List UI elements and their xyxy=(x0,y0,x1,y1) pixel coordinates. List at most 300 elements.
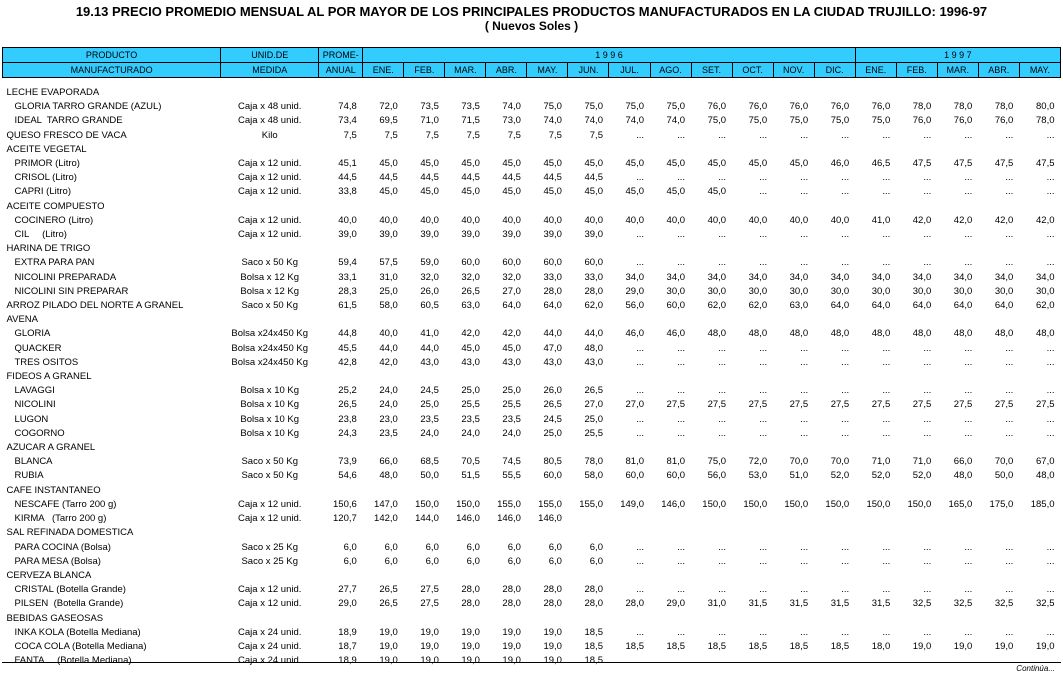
month-price: ... xyxy=(882,385,891,397)
month-price: ... xyxy=(882,655,891,667)
month-price: 40,0 xyxy=(502,214,521,226)
month-price: ... xyxy=(718,626,727,638)
month-price: ... xyxy=(964,541,973,553)
month-price: 18,5 xyxy=(584,640,603,652)
month-price: 45,0 xyxy=(420,186,439,198)
month-price: 34,0 xyxy=(953,271,973,283)
product-name: GLORIA TARRO GRANDE (AZUL) xyxy=(14,101,162,113)
month-price: ... xyxy=(882,626,891,638)
month-price: 44,0 xyxy=(584,328,603,340)
month-price: 149,0 xyxy=(620,498,645,510)
annual-average: 40,0 xyxy=(338,214,357,226)
month-price: ... xyxy=(1005,555,1014,567)
group-label: FIDEOS A GRANEL xyxy=(6,371,92,383)
month-price: ... xyxy=(800,257,809,269)
month-price: 25,0 xyxy=(379,285,398,297)
month-price: 6,0 xyxy=(384,555,398,567)
unit-of-measure: Caja x 12 unid. xyxy=(238,584,302,596)
month-price: 48,0 xyxy=(707,328,727,340)
unit-of-measure: Caja x 12 unid. xyxy=(238,229,302,241)
month-price: 40,0 xyxy=(420,214,439,226)
group-row xyxy=(3,526,1061,540)
product-name: EXTRA PARA PAN xyxy=(14,257,95,269)
month-price: ... xyxy=(841,413,850,425)
month-price: ... xyxy=(841,229,850,241)
month-price: 25,0 xyxy=(461,385,480,397)
month-price: 67,0 xyxy=(1036,456,1055,468)
month-price: 45,0 xyxy=(502,158,521,170)
month-price: 19,0 xyxy=(502,640,521,652)
month-price: 45,0 xyxy=(625,158,645,170)
product-name: QUACKER xyxy=(14,342,62,354)
month-price: 31,5 xyxy=(748,598,768,610)
month-price: ... xyxy=(841,626,850,638)
month-price: 56,0 xyxy=(707,470,727,482)
annual-average: 18,7 xyxy=(338,640,357,652)
month-price: 40,0 xyxy=(789,214,809,226)
month-price: 30,0 xyxy=(830,285,850,297)
annual-average: 39,0 xyxy=(338,229,357,241)
month-price: 34,0 xyxy=(707,271,727,283)
month-price: 76,0 xyxy=(707,101,727,113)
month-price: 62,0 xyxy=(748,300,768,312)
month-price: 175,0 xyxy=(989,498,1014,510)
month-price: ... xyxy=(923,626,932,638)
group-row xyxy=(3,569,1061,583)
month-price: ... xyxy=(964,342,973,354)
month-price: 31,5 xyxy=(789,598,809,610)
month-price: ... xyxy=(1005,342,1014,354)
table-row xyxy=(3,185,1061,199)
month-price: ... xyxy=(841,257,850,269)
month-price: ... xyxy=(923,541,932,553)
month-price: 48,0 xyxy=(748,328,768,340)
table-row xyxy=(3,555,1061,569)
month-price: 27,5 xyxy=(420,584,439,596)
month-price: 27,0 xyxy=(584,399,603,411)
month-price: 45,0 xyxy=(625,186,645,198)
month-price: ... xyxy=(1046,356,1055,368)
month-price: 27,5 xyxy=(994,399,1014,411)
month-price xyxy=(732,512,773,526)
month-price: ... xyxy=(964,172,973,184)
unit-of-measure: Saco x 25 Kg xyxy=(241,555,298,567)
month-price xyxy=(609,512,650,526)
month-price: 45,0 xyxy=(707,186,727,198)
month-price: ... xyxy=(923,413,932,425)
unit-of-measure: Saco x 50 Kg xyxy=(241,300,298,312)
month-price: ... xyxy=(800,555,809,567)
product-name: NESCAFE (Tarro 200 g) xyxy=(14,498,117,510)
product-name: ARROZ PILADO DEL NORTE A GRANEL xyxy=(6,300,184,312)
month-price: ... xyxy=(882,555,891,567)
month-price: 46,0 xyxy=(625,328,645,340)
month-price: ... xyxy=(1005,427,1014,439)
month-price: 47,0 xyxy=(543,342,562,354)
annual-average: 45,1 xyxy=(338,158,357,170)
month-price: 150,0 xyxy=(415,498,439,510)
unit-of-measure: Bolsa x24x450 Kg xyxy=(231,356,309,368)
group-row xyxy=(3,612,1061,626)
month-price: ... xyxy=(718,385,727,397)
month-price: 19,0 xyxy=(420,640,439,652)
table-title: 19.13 PRECIO PROMEDIO MENSUAL AL POR MAYOR DE LOS PRINCIPALES PRODUCTOS MANUFACTURADOS EN LA CIUDAD TRUJILLO: 1996-97 xyxy=(75,4,988,19)
month-price: ... xyxy=(718,129,727,141)
month-price: 28,0 xyxy=(543,285,562,297)
header-month: MAY. xyxy=(1019,63,1060,78)
month-price: ... xyxy=(800,541,809,553)
unit-of-measure: Bolsa x 10 Kg xyxy=(240,413,300,425)
bottom-rule xyxy=(2,662,1061,663)
month-price: ... xyxy=(923,129,932,141)
month-price: ... xyxy=(923,186,932,198)
month-price: 25,0 xyxy=(502,385,521,397)
month-price: ... xyxy=(964,555,973,567)
month-price: 44,0 xyxy=(379,342,398,354)
unit-of-measure: Bolsa x 12 Kg xyxy=(240,285,300,297)
table-row xyxy=(3,384,1061,398)
month-price: 34,0 xyxy=(994,271,1014,283)
unit-of-measure: Saco x 50 Kg xyxy=(241,470,298,482)
month-price: ... xyxy=(636,626,645,638)
month-price: 29,0 xyxy=(666,598,686,610)
group-row xyxy=(3,242,1061,256)
product-name: NICOLINI PREPARADA xyxy=(14,271,117,283)
month-price: 26,0 xyxy=(543,385,562,397)
month-price xyxy=(650,512,691,526)
month-price: 75,0 xyxy=(707,456,727,468)
month-price: 64,0 xyxy=(871,300,891,312)
month-price xyxy=(937,512,978,526)
month-price: 33,0 xyxy=(584,271,603,283)
month-price: 27,5 xyxy=(953,399,973,411)
month-price xyxy=(814,512,855,526)
table-row xyxy=(3,413,1061,427)
month-price: 32,5 xyxy=(912,598,932,610)
month-price: 73,5 xyxy=(461,101,480,113)
month-price: ... xyxy=(759,129,768,141)
month-price: 27,5 xyxy=(789,399,809,411)
month-price: 48,0 xyxy=(871,328,891,340)
header-unit-l1: UNID.DE xyxy=(221,48,319,63)
month-price: 19,0 xyxy=(379,655,398,667)
month-price: ... xyxy=(964,257,973,269)
month-price: ... xyxy=(636,342,645,354)
header-month: MAR. xyxy=(445,63,486,78)
group-label: AVENA xyxy=(6,314,39,326)
unit-of-measure: Saco x 50 Kg xyxy=(241,456,298,468)
month-price: ... xyxy=(923,342,932,354)
annual-average: 28,3 xyxy=(338,285,357,297)
unit-of-measure: Caja x 12 unid. xyxy=(238,498,302,510)
month-price: 34,0 xyxy=(748,271,768,283)
month-price: 28,0 xyxy=(502,598,521,610)
month-price: 72,0 xyxy=(379,101,398,113)
annual-average: 33,8 xyxy=(338,186,357,198)
group-label: HARINA DE TRIGO xyxy=(6,243,91,255)
unit-of-measure: Kilo xyxy=(261,129,278,141)
month-price: ... xyxy=(882,356,891,368)
month-price: ... xyxy=(800,129,809,141)
month-price: 19,0 xyxy=(461,640,480,652)
month-price: ... xyxy=(1046,342,1055,354)
month-price: 74,0 xyxy=(666,115,686,127)
table-row xyxy=(3,512,1061,526)
annual-average: 29,0 xyxy=(338,598,357,610)
month-price: 150,0 xyxy=(456,498,480,510)
header-month: MAR. xyxy=(937,63,978,78)
month-price: 48,0 xyxy=(1036,470,1055,482)
month-price: ... xyxy=(964,427,973,439)
annual-average: 18,9 xyxy=(338,655,357,667)
month-price: 64,0 xyxy=(994,300,1014,312)
month-price xyxy=(691,512,732,526)
header-month: MAY. xyxy=(527,63,568,78)
month-price: 27,5 xyxy=(666,399,686,411)
product-name: FANTA (Botella Mediana) xyxy=(14,655,132,667)
month-price: 40,0 xyxy=(543,214,562,226)
header-month: FEB. xyxy=(896,63,937,78)
month-price: 75,0 xyxy=(871,115,891,127)
month-price: 78,0 xyxy=(994,101,1014,113)
month-price: 7,5 xyxy=(589,129,603,141)
table-row xyxy=(3,214,1061,228)
month-price: ... xyxy=(841,655,850,667)
month-price: 70,5 xyxy=(461,456,480,468)
month-price: 146,0 xyxy=(456,513,480,525)
header-month: ENE. xyxy=(855,63,896,78)
table-row xyxy=(3,100,1061,114)
month-price: ... xyxy=(677,229,686,241)
month-price: 45,0 xyxy=(461,342,480,354)
month-price: ... xyxy=(636,413,645,425)
month-price: 33,0 xyxy=(543,271,562,283)
month-price: ... xyxy=(718,257,727,269)
month-price: ... xyxy=(800,655,809,667)
month-price: 76,0 xyxy=(830,101,850,113)
table-row xyxy=(3,327,1061,341)
product-name: PARA COCINA (Bolsa) xyxy=(14,541,111,553)
month-price: 39,0 xyxy=(420,229,439,241)
month-price: ... xyxy=(636,356,645,368)
month-price: ... xyxy=(923,356,932,368)
month-price: 150,0 xyxy=(825,498,850,510)
month-price: 27,5 xyxy=(707,399,727,411)
month-price: ... xyxy=(964,584,973,596)
table-subtitle: ( Nuevos Soles ) xyxy=(484,19,579,33)
header-month: JUN. xyxy=(568,63,609,78)
header-month: SET. xyxy=(691,63,732,78)
month-price: ... xyxy=(923,257,932,269)
month-price: 75,0 xyxy=(748,115,768,127)
annual-average: 74,8 xyxy=(338,101,357,113)
month-price: ... xyxy=(923,655,932,667)
month-price: ... xyxy=(841,172,850,184)
month-price: ... xyxy=(759,427,768,439)
month-price: 32,0 xyxy=(420,271,439,283)
month-price: ... xyxy=(1046,186,1055,198)
month-price: 6,0 xyxy=(589,541,603,553)
annual-average: 45,5 xyxy=(338,342,357,354)
month-price: 6,0 xyxy=(548,541,562,553)
month-price: 34,0 xyxy=(666,271,686,283)
month-price: 81,0 xyxy=(666,456,686,468)
month-price xyxy=(1019,512,1060,526)
unit-of-measure: Caja x 12 unid. xyxy=(238,598,302,610)
month-price: 24,0 xyxy=(502,427,521,439)
month-price: 39,0 xyxy=(502,229,521,241)
month-price: 45,0 xyxy=(379,158,398,170)
month-price: 31,0 xyxy=(379,271,398,283)
month-price xyxy=(978,512,1019,526)
month-price: 43,0 xyxy=(543,356,562,368)
month-price: 46,5 xyxy=(871,158,891,170)
month-price: 25,0 xyxy=(584,413,603,425)
month-price: 18,5 xyxy=(830,640,850,652)
month-price: 76,0 xyxy=(871,101,891,113)
unit-of-measure: Caja x 12 unid. xyxy=(238,172,302,184)
month-price: 48,0 xyxy=(953,328,973,340)
month-price: 45,0 xyxy=(461,158,480,170)
month-price: 23,5 xyxy=(461,413,480,425)
table-row xyxy=(3,342,1061,356)
month-price xyxy=(568,512,609,526)
month-price: 51,5 xyxy=(461,470,480,482)
month-price: ... xyxy=(636,257,645,269)
month-price: 62,0 xyxy=(707,300,727,312)
month-price: 45,0 xyxy=(748,158,768,170)
annual-average: 59,4 xyxy=(338,257,357,269)
month-price: 26,5 xyxy=(379,584,398,596)
month-price: 18,5 xyxy=(666,640,686,652)
month-price: 42,0 xyxy=(912,214,932,226)
month-price: 29,0 xyxy=(625,285,645,297)
month-price: 78,0 xyxy=(584,456,603,468)
month-price: ... xyxy=(759,385,768,397)
month-price: ... xyxy=(759,584,768,596)
unit-of-measure: Bolsa x24x450 Kg xyxy=(231,342,309,354)
month-price: 7,5 xyxy=(425,129,439,141)
annual-average: 18,9 xyxy=(338,626,357,638)
month-price: 150,0 xyxy=(743,498,768,510)
month-price: ... xyxy=(800,342,809,354)
month-price: ... xyxy=(636,229,645,241)
month-price: 26,5 xyxy=(379,598,398,610)
month-price: ... xyxy=(636,385,645,397)
header-month: NOV. xyxy=(773,63,814,78)
product-name: CRISOL (Litro) xyxy=(14,172,77,184)
month-price: 185,0 xyxy=(1030,498,1055,510)
month-price: 28,0 xyxy=(584,584,603,596)
month-price: 60,0 xyxy=(584,257,603,269)
month-price: ... xyxy=(718,172,727,184)
month-price: 28,0 xyxy=(625,598,645,610)
month-price: 165,0 xyxy=(948,498,973,510)
month-price: 44,5 xyxy=(543,172,562,184)
group-label: LECHE EVAPORADA xyxy=(6,87,100,98)
month-price: 32,5 xyxy=(953,598,973,610)
month-price: 40,0 xyxy=(748,214,768,226)
month-price: 28,0 xyxy=(584,598,603,610)
product-name: KIRMA (Tarro 200 g) xyxy=(14,513,107,525)
month-price: ... xyxy=(718,413,727,425)
unit-of-measure: Bolsa x 10 Kg xyxy=(240,385,300,397)
month-price: 52,0 xyxy=(830,470,850,482)
table-row xyxy=(3,299,1061,313)
month-price: ... xyxy=(964,413,973,425)
month-price: ... xyxy=(841,385,850,397)
month-price: ... xyxy=(718,342,727,354)
month-price: ... xyxy=(1005,257,1014,269)
month-price: 42,0 xyxy=(994,214,1014,226)
month-price: 42,0 xyxy=(379,356,398,368)
month-price: 60,0 xyxy=(543,257,562,269)
month-price: 39,0 xyxy=(584,229,603,241)
unit-of-measure: Caja x 24 unid. xyxy=(238,626,302,638)
month-price: ... xyxy=(964,356,973,368)
month-price: ... xyxy=(677,626,686,638)
month-price: 71,0 xyxy=(420,115,439,127)
month-price: 71,0 xyxy=(912,456,932,468)
product-name: COGORNO xyxy=(14,427,65,439)
product-name: NICOLINI SIN PREPARAR xyxy=(14,285,129,297)
continued-note: Continúa... xyxy=(1016,664,1055,673)
group-label: CERVEZA BLANCA xyxy=(6,569,92,581)
month-price: ... xyxy=(882,186,891,198)
month-price: 24,0 xyxy=(461,427,480,439)
month-price: 57,5 xyxy=(379,257,398,269)
product-name: BLANCA xyxy=(14,456,53,468)
month-price: 45,0 xyxy=(461,186,480,198)
month-price: 19,0 xyxy=(420,626,439,638)
group-row xyxy=(3,200,1061,214)
unit-of-measure: Saco x 25 Kg xyxy=(241,541,298,553)
month-price: 18,5 xyxy=(625,640,645,652)
table-row xyxy=(3,640,1061,654)
month-price: 28,0 xyxy=(543,584,562,596)
month-price: 76,0 xyxy=(953,115,973,127)
table-row xyxy=(3,498,1061,512)
table-row xyxy=(3,427,1061,441)
header-unit-l2: MEDIDA xyxy=(221,63,319,78)
month-price: 75,0 xyxy=(625,101,645,113)
month-price: 58,0 xyxy=(584,470,603,482)
month-price: 45,0 xyxy=(379,186,398,198)
month-price: 155,0 xyxy=(579,498,603,510)
month-price: ... xyxy=(841,427,850,439)
month-price: 47,5 xyxy=(994,158,1014,170)
month-price: ... xyxy=(800,427,809,439)
month-price: ... xyxy=(677,555,686,567)
month-price: 40,0 xyxy=(461,214,480,226)
table-row xyxy=(3,256,1061,270)
month-price: 78,0 xyxy=(1036,115,1055,127)
month-price: 40,0 xyxy=(379,214,398,226)
month-price: ... xyxy=(923,229,932,241)
month-price: 45,0 xyxy=(584,186,603,198)
month-price: 23,5 xyxy=(420,413,439,425)
month-price: 26,5 xyxy=(543,399,562,411)
month-price: 28,0 xyxy=(461,584,480,596)
month-price: ... xyxy=(759,172,768,184)
month-price: ... xyxy=(759,655,768,667)
month-price: ... xyxy=(1046,541,1055,553)
month-price: 30,0 xyxy=(707,285,727,297)
month-price: ... xyxy=(800,172,809,184)
month-price: ... xyxy=(1005,541,1014,553)
month-price: 31,0 xyxy=(707,598,727,610)
month-price: 18,5 xyxy=(584,626,603,638)
